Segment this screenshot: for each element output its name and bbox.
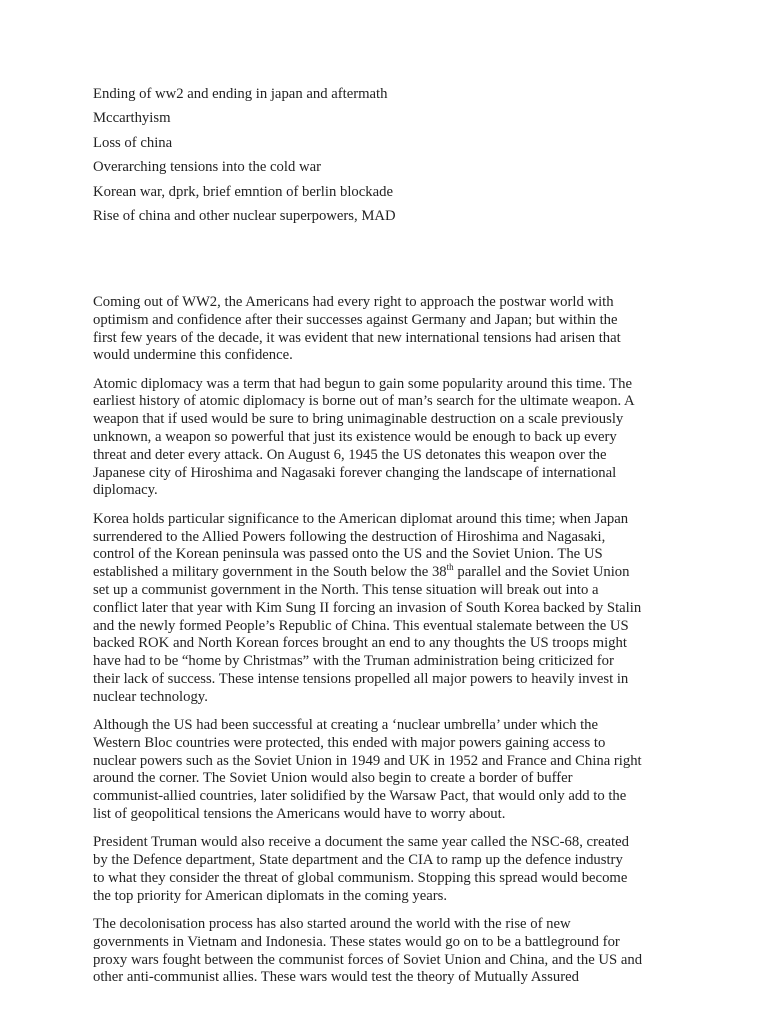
ordinal-superscript: th — [446, 562, 454, 573]
paragraph-decolonisation: The decolonisation process has also started around the world with the rise of new governments in Vietnam and Indonesia. These states would go on to be a battleground for proxy wars fought between the communist forces of Soviet Union and China, and the US and other anti-communist allies. These wars would test the theory of Mutually Assured — [93, 916, 643, 986]
paragraph-nsc-68: President Truman would also receive a document the same year called the NSC-68, created by the Defence department, State department and the CIA to ramp up the defence industry to what they consider the threat of global communism. Stopping this spread would become the top priority for American diplomats in the coming years. — [93, 834, 629, 904]
paragraph-postwar-optimism: Coming out of WW2, the Americans had every right to approach the postwar world with optimism and confidence after their successes against Germany and Japan; but within the first few years of the decade, it was evident that new international tensions had arisen that would undermine this confidence. — [93, 294, 621, 364]
outline-item: Korean war, dprk, brief emntion of berlin blockade — [93, 183, 393, 200]
outline-item: Mccarthyism — [93, 110, 171, 127]
outline-item: Rise of china and other nuclear superpowers, MAD — [93, 207, 396, 224]
topic-outline — [93, 84, 733, 230]
essay-body — [93, 294, 733, 998]
paragraph-nuclear-umbrella: Although the US had been successful at creating a ‘nuclear umbrella’ under which the Western Bloc countries were protected, this ended with major powers gaining access to nuclear powers such as the Soviet Union in 1949 and UK in 1952 and France and China right around the corner. The Soviet Union would also begin to create a border of buffer communist-allied countries, later solidified by the Warsaw Pact, that would only add to the list of geopolitical tensions the Americans would have to worry about. — [93, 717, 642, 823]
paragraph-korea-part1: Korea holds particular significance to the American diplomat around this time; when Japan surrendered to the Allied Powers following the destruction of Hiroshima and Nagasaki, control of the Korean peninsula was passed onto the US and the Soviet Union. The US established a military government in the South below the 38 — [93, 510, 629, 581]
outline-item: Loss of china — [93, 134, 173, 151]
paragraph-atomic-diplomacy: Atomic diplomacy was a term that had begun to gain some popularity around this time. The earliest history of atomic diplomacy is borne out of man’s search for the ultimate weapon. A weapon that if used would be sure to bring unimaginable destruction on a scale previously unknown, a weapon so powerful that just its existence would be enough to back up every threat and deter every attack. On August 6, 1945 the US detonates this weapon over the Japanese city of Hiroshima and Nagasaki forever changing the landscape of international diplomacy. — [93, 375, 635, 499]
outline-item: Ending of ww2 and ending in japan and aftermath — [93, 86, 388, 102]
paragraph-korea — [93, 511, 733, 707]
outline-item: Overarching tensions into the cold war — [93, 159, 322, 176]
paragraph-korea-part2: parallel and the Soviet Union set up a communist government in the North. This tense situation will break out into a conflict later that year with Kim Sung II forcing an invasion of South Korea backed by Stalin and the newly formed People’s Republic of China. This eventual stalemate between the US backed ROK and North Korean forces brought an end to any thoughts the US troops might have had to be “home by Christmas” with the Truman administration being criticized for their lack of success. These intense tensions propelled all major powers to heavily invest in nuclear technology. — [93, 564, 642, 705]
